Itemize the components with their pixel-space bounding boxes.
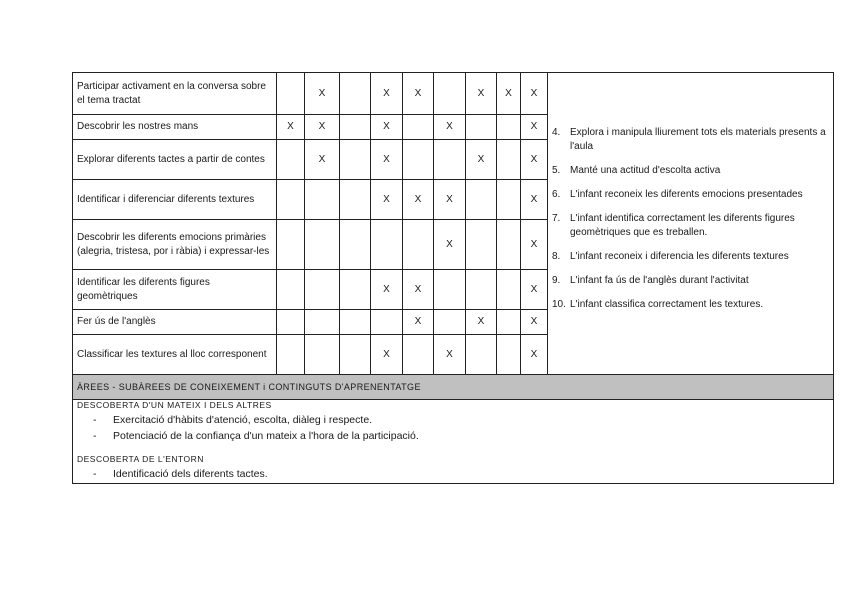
mark-cell: X xyxy=(434,335,466,375)
objective-cell: Participar activament en la conversa sobre el tema tractat xyxy=(73,73,277,115)
mark-cell xyxy=(277,310,305,335)
objective-cell: Fer ús de l'anglès xyxy=(73,310,277,335)
mark-cell: X xyxy=(497,73,521,115)
mark-cell: X xyxy=(521,73,548,115)
mark-cell: X xyxy=(371,270,403,310)
areas-header-row xyxy=(73,375,834,400)
mark-cell xyxy=(403,335,434,375)
mark-cell: X xyxy=(521,180,548,220)
criteria-item xyxy=(552,298,829,312)
criteria-item xyxy=(552,250,829,264)
mark-cell: X xyxy=(466,310,497,335)
objective-cell: Identificar les diferents figures geomètriques xyxy=(73,270,277,310)
criteria-item xyxy=(552,212,829,240)
mark-cell: X xyxy=(305,73,340,115)
criteria-number: 8. xyxy=(552,250,561,262)
mark-cell: X xyxy=(521,310,548,335)
mark-cell xyxy=(434,310,466,335)
mark-cell xyxy=(434,73,466,115)
mark-cell: X xyxy=(371,140,403,180)
mark-cell xyxy=(340,270,371,310)
mark-cell xyxy=(277,220,305,270)
mark-cell: X xyxy=(371,335,403,375)
criteria-list xyxy=(552,126,829,312)
mark-cell xyxy=(277,140,305,180)
mark-cell: X xyxy=(305,140,340,180)
mark-cell: X xyxy=(403,180,434,220)
mark-cell xyxy=(466,180,497,220)
criteria-number: 5. xyxy=(552,164,561,176)
mark-cell: X xyxy=(403,270,434,310)
mark-cell xyxy=(497,270,521,310)
mark-cell xyxy=(497,310,521,335)
mark-cell xyxy=(371,220,403,270)
mark-cell: X xyxy=(434,115,466,140)
mark-cell xyxy=(305,180,340,220)
mark-cell: X xyxy=(434,180,466,220)
mark-cell: X xyxy=(371,180,403,220)
objective-row xyxy=(73,73,834,115)
mark-cell xyxy=(403,220,434,270)
criteria-text: L'infant fa ús de l'anglès durant l'activitat xyxy=(570,274,749,286)
mark-cell xyxy=(277,73,305,115)
mark-cell xyxy=(277,270,305,310)
mark-cell: X xyxy=(371,115,403,140)
mark-cell: X xyxy=(521,270,548,310)
mark-cell xyxy=(466,270,497,310)
objective-cell: Classificar les textures al lloc corresponent xyxy=(73,335,277,375)
mark-cell: X xyxy=(521,335,548,375)
mark-cell xyxy=(340,180,371,220)
mark-cell xyxy=(497,140,521,180)
mark-cell xyxy=(466,335,497,375)
criteria-text: L'infant reconeix i diferencia les diferents textures xyxy=(570,250,789,262)
mark-cell: X xyxy=(466,73,497,115)
objective-cell: Explorar diferents tactes a partir de contes xyxy=(73,140,277,180)
mark-cell xyxy=(434,140,466,180)
criteria-item xyxy=(552,274,829,288)
mark-cell: X xyxy=(434,220,466,270)
content-list xyxy=(77,413,829,443)
mark-cell xyxy=(497,220,521,270)
criteria-item xyxy=(552,164,829,178)
criteria-text: L'infant identifica correctament les diferents figures geomètriques que es treballen. xyxy=(570,212,795,238)
objective-cell: Descobrir les diferents emocions primàries (alegria, tristesa, por i ràbia) i expressar-les xyxy=(73,220,277,270)
mark-cell xyxy=(466,220,497,270)
mark-cell xyxy=(340,73,371,115)
objective-cell: Identificar i diferenciar diferents textures xyxy=(73,180,277,220)
criteria-item xyxy=(552,126,829,154)
evaluation-table xyxy=(72,72,834,484)
criteria-number: 4. xyxy=(552,126,561,138)
mark-cell xyxy=(403,140,434,180)
criteria-number: 10. xyxy=(552,298,566,310)
mark-cell xyxy=(466,115,497,140)
mark-cell xyxy=(371,310,403,335)
mark-cell xyxy=(305,220,340,270)
mark-cell: X xyxy=(403,73,434,115)
mark-cell xyxy=(497,115,521,140)
criteria-number: 6. xyxy=(552,188,561,200)
mark-cell xyxy=(340,335,371,375)
mark-cell xyxy=(305,310,340,335)
criteria-number: 7. xyxy=(552,212,561,224)
objective-cell: Descobrir les nostres mans xyxy=(73,115,277,140)
section-title: DESCOBERTA D'UN MATEIX I DELS ALTRES xyxy=(77,400,272,410)
mark-cell: X xyxy=(403,310,434,335)
mark-cell: X xyxy=(371,73,403,115)
mark-cell: X xyxy=(521,220,548,270)
criteria-text: L'infant classifica correctament les textures. xyxy=(570,298,764,310)
mark-cell xyxy=(403,115,434,140)
mark-cell xyxy=(277,335,305,375)
criteria-cell xyxy=(548,73,834,375)
mark-cell xyxy=(340,310,371,335)
mark-cell: X xyxy=(277,115,305,140)
mark-cell: X xyxy=(305,115,340,140)
content-item: - Potenciació de la confiança d'un mateix a l'hora de la participació. xyxy=(93,429,419,442)
mark-cell xyxy=(340,220,371,270)
areas-content xyxy=(73,400,834,484)
content-item: - Identificació dels diferents tactes. xyxy=(93,468,268,481)
mark-cell xyxy=(305,335,340,375)
criteria-text: L'infant reconeix les diferents emocions presentades xyxy=(570,188,803,200)
areas-body-row xyxy=(73,400,834,484)
mark-cell xyxy=(497,180,521,220)
mark-cell: X xyxy=(521,140,548,180)
mark-cell xyxy=(305,270,340,310)
mark-cell: X xyxy=(521,115,548,140)
areas-header: ÀREES - SUBÀREES DE CONEIXEMENT i CONTINGUTS D'APRENENTATGE xyxy=(73,375,834,400)
mark-cell: X xyxy=(466,140,497,180)
section-title: DESCOBERTA DE L'ENTORN xyxy=(77,453,204,464)
mark-cell xyxy=(277,180,305,220)
mark-cell xyxy=(434,270,466,310)
content-list xyxy=(77,467,829,482)
mark-cell xyxy=(497,335,521,375)
mark-cell xyxy=(340,115,371,140)
criteria-number: 9. xyxy=(552,274,561,286)
criteria-text: Manté una actitud d'escolta activa xyxy=(570,164,721,176)
criteria-item xyxy=(552,188,829,202)
content-item: - Exercitació d'hàbits d'atenció, escolta, diàleg i respecte. xyxy=(93,414,373,427)
mark-cell xyxy=(340,140,371,180)
criteria-text: Explora i manipula lliurement tots els materials presents a l'aula xyxy=(570,126,826,152)
